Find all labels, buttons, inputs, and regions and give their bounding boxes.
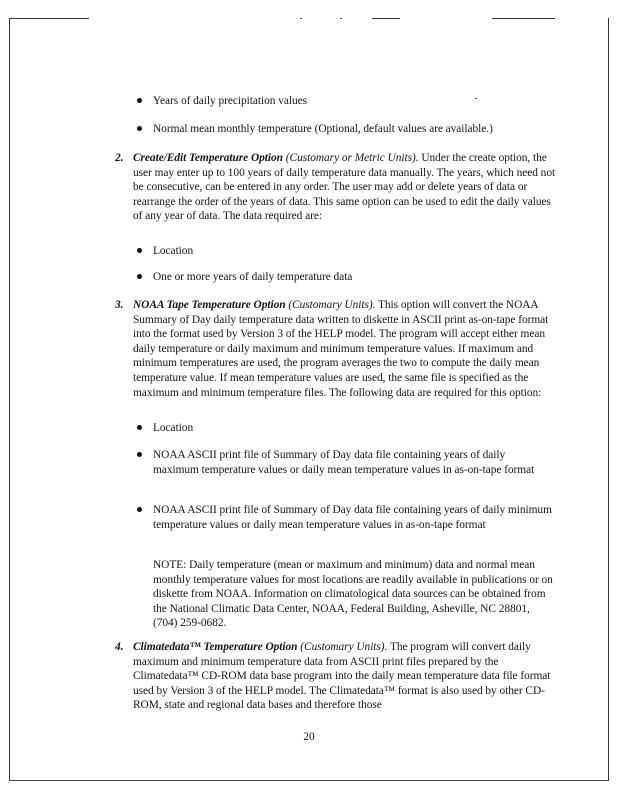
item-number: 2. (115, 152, 124, 164)
top-rule-left (9, 18, 89, 19)
bullet-text: NOAA ASCII print file of Summary of Day data file containing years of daily maximum temperature values or daily mean temperature values in as-on-tape format (153, 449, 535, 476)
item-units: (Customary Units). (300, 641, 388, 653)
item-body: This option will convert the NOAA Summary of Day daily temperature data written to diskette in ASCII print as-on-tape format into the format used by Version 3 of the HELP model. The program will accept either mean daily temperature or daily maximum and minimum temperature values. If maximum and minimum temperatures are used, the program averages the two to compute the daily mean temperature value. If mean temperature values are used, the same file is specified as the maximum and minimum temperature files. The following data are required for this option: (133, 299, 549, 399)
item-units: (Customary Units). (288, 299, 376, 311)
item-title: NOAA Tape Temperature Option (133, 299, 286, 311)
bullet-icon (137, 274, 142, 279)
bullet-text: One or more years of daily temperature data (153, 271, 353, 283)
list-item (153, 244, 553, 259)
bullet-text: Location (153, 422, 194, 434)
top-rule-mid (372, 18, 400, 19)
scan-speck (340, 18, 342, 19)
bullet-icon (137, 452, 142, 457)
bullet-text: Years of daily precipitation values (153, 95, 307, 107)
bullet-icon (137, 248, 142, 253)
bullet-text: Normal mean monthly temperature (Optional, default values are available.) (153, 123, 493, 135)
item-units: (Customary or Metric Units). (285, 152, 419, 164)
list-item (153, 421, 553, 436)
bullet-icon (137, 425, 142, 430)
list-item (153, 94, 553, 109)
item-number: 4. (115, 641, 124, 653)
note-paragraph: NOTE: Daily temperature (mean or maximum and minimum) data and normal mean monthly temperature values for most locations are readily available in publications or on diskette from NOAA. Information on climatological data sources can be obtained from the National Climatic Data Center, NOAA, Federal Building, Asheville, NC 28801, (704) 259-0682. (153, 559, 553, 630)
item-body: The program will convert daily maximum and minimum temperature data from ASCII print files prepared by the Climatedata™ CD-ROM data base program into the daily mean temperature data file format used by Version 3 of the HELP model. The Climatedata™ format is also used by other CD-ROM, state and regional data bases and therefore those (133, 641, 551, 712)
bullet-icon (137, 98, 142, 103)
page-number: 20 (303, 731, 315, 743)
top-rule-right (492, 18, 555, 19)
bullet-text: Location (153, 245, 194, 257)
item-title: Climatedata™ Temperature Option (133, 641, 298, 653)
item-paragraph (133, 640, 557, 713)
list-item (153, 270, 553, 285)
bullet-text: NOAA ASCII print file of Summary of Day data file containing years of daily minimum temperature values or daily mean temperature values in as-on-tape format (153, 504, 552, 531)
item-title: Create/Edit Temperature Option (133, 152, 283, 164)
item-paragraph (133, 298, 557, 400)
item-number: 3. (115, 299, 124, 311)
list-item (153, 122, 553, 137)
bullet-icon (137, 126, 142, 131)
list-item (153, 503, 553, 532)
scan-speck (300, 18, 302, 19)
bullet-icon (137, 507, 142, 512)
item-paragraph (133, 151, 557, 224)
list-item (153, 448, 553, 477)
item-body: Under the create option, the user may enter up to 100 years of daily temperature data manually. The years, which need not be consecutive, can be entered in any order. The user may add or delete years of data or rearrange the order of the years of data. This same option can be used to edit the daily values of any year of data. The data required are: (133, 152, 556, 223)
